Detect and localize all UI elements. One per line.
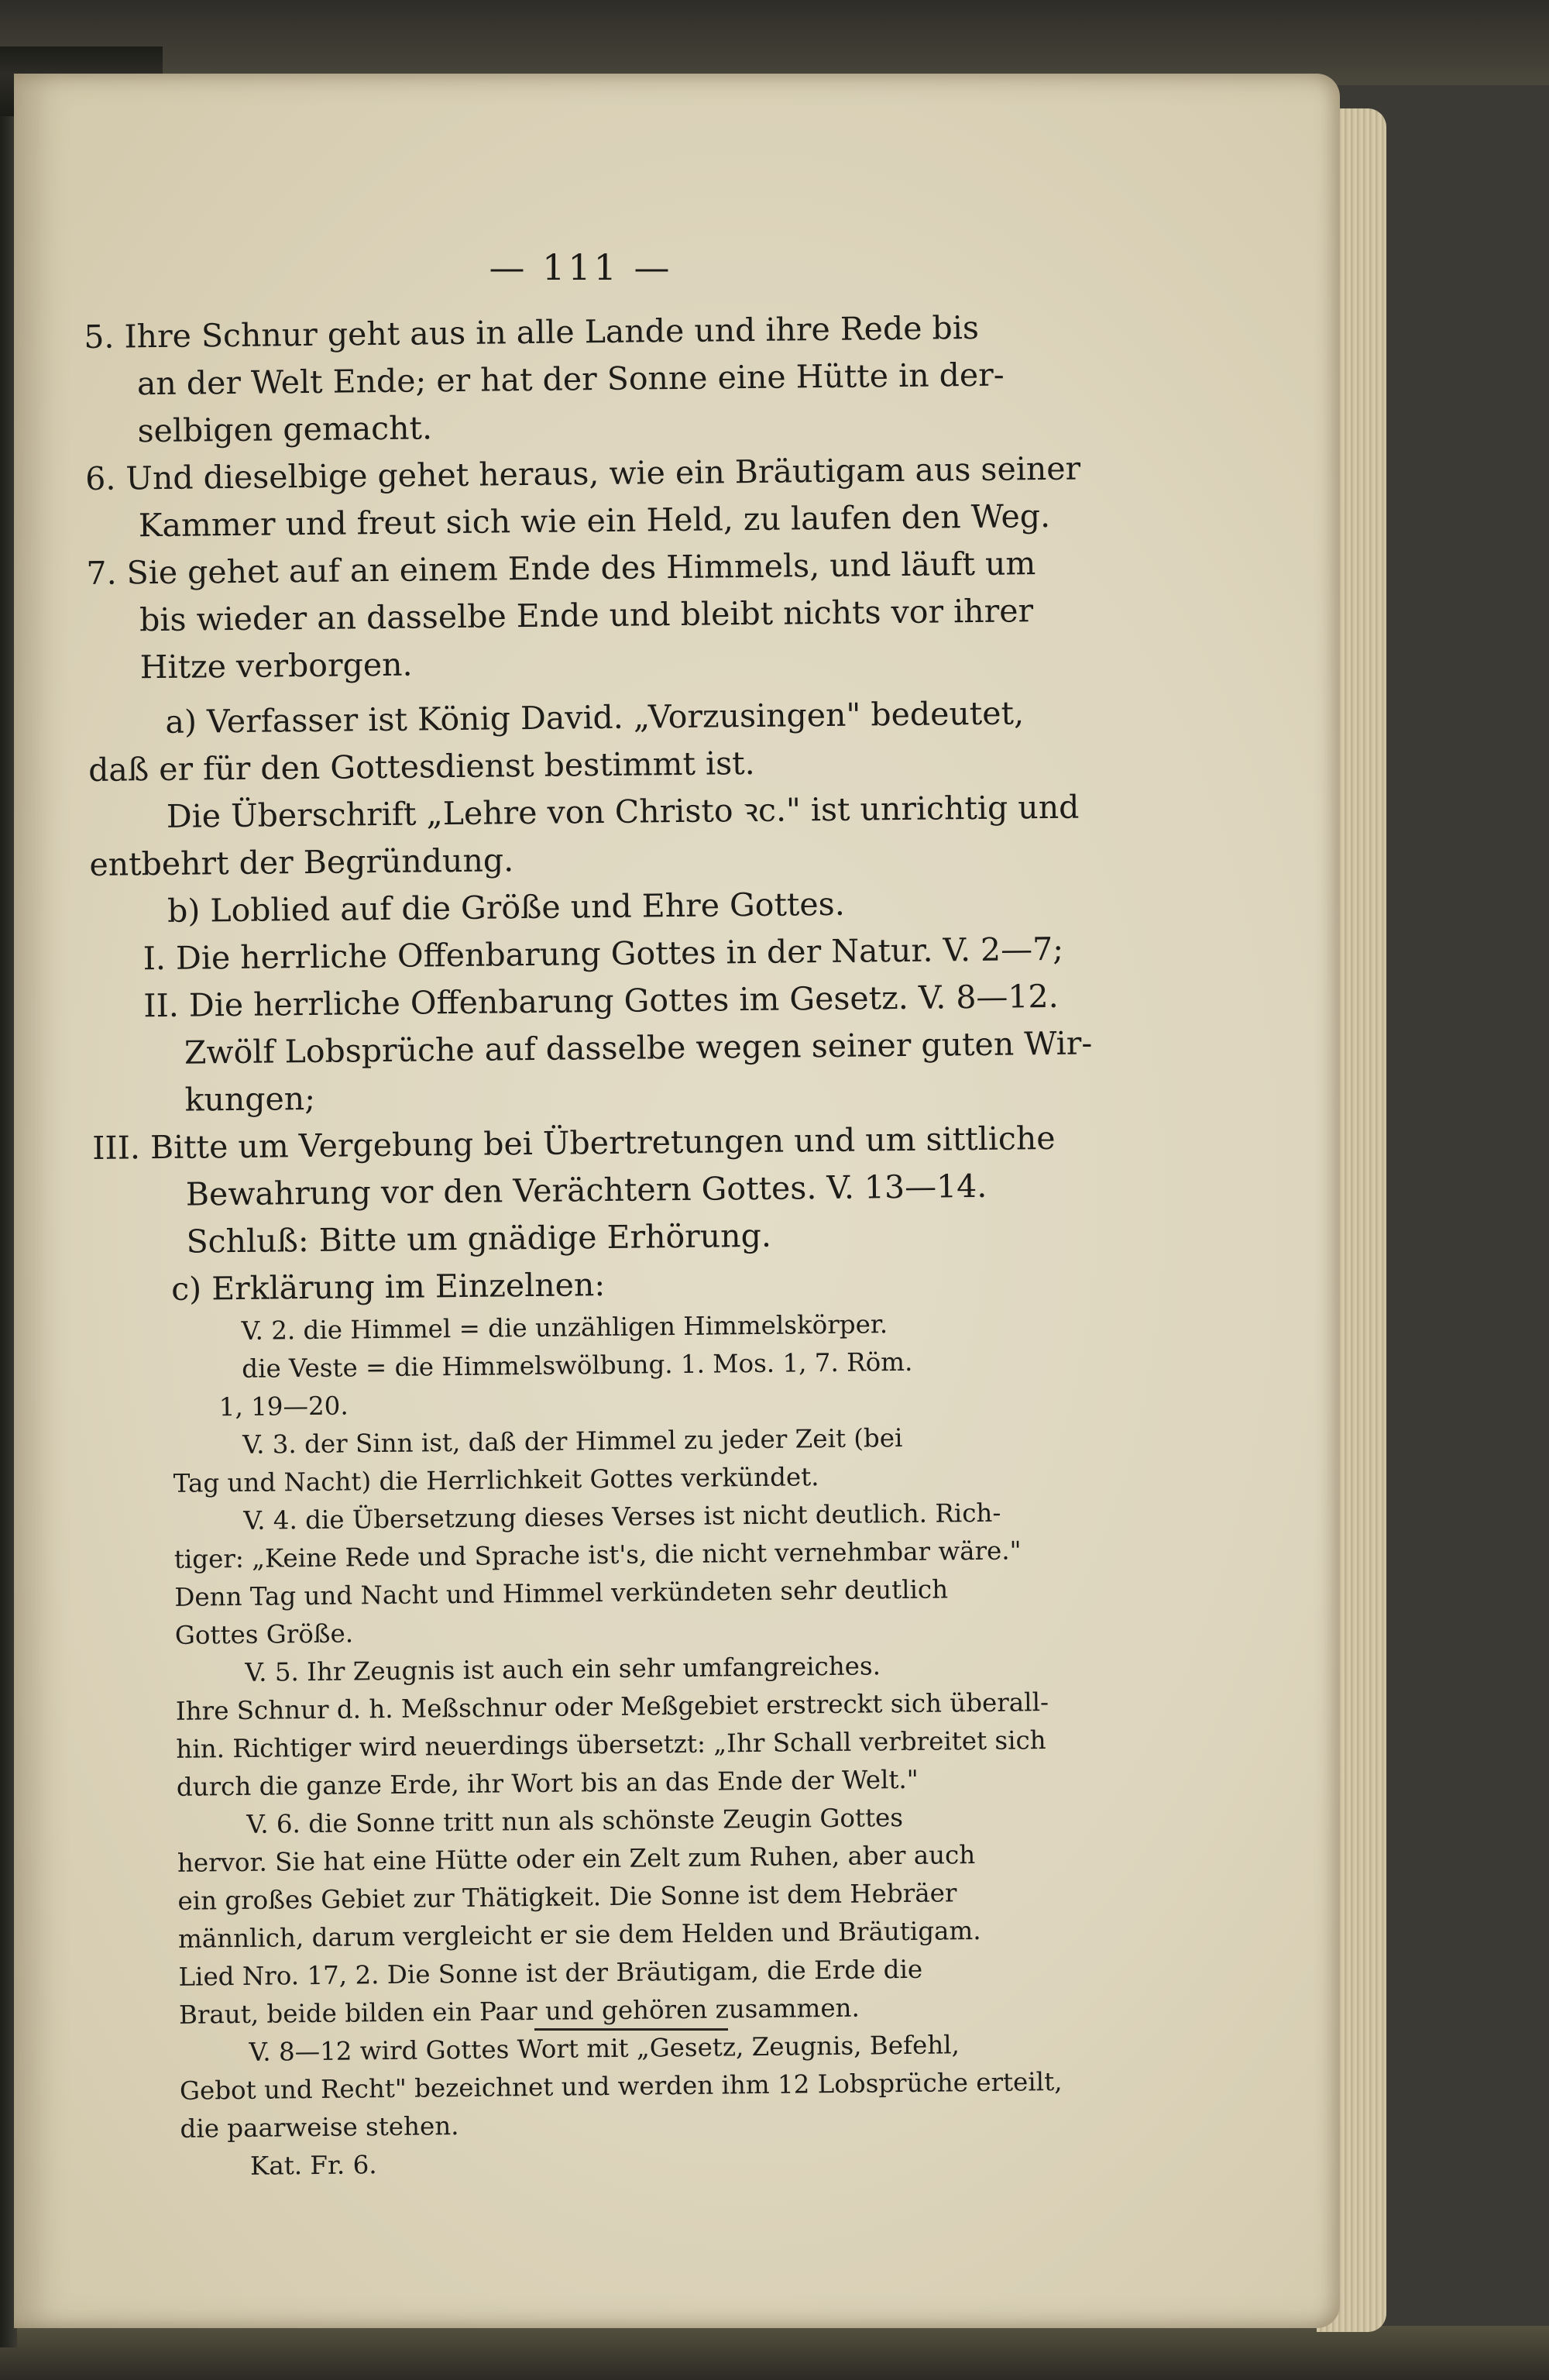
- text-line: Die Überschrift „Lehre von Christo ꝛc." ist unrichtig und: [166, 788, 1080, 835]
- text-line: Kammer und freut sich wie ein Held, zu laufen den Weg.: [138, 497, 1051, 545]
- text-line: entbehrt der Begründung.: [89, 841, 514, 883]
- text-line: Kat. Fr. 6.: [249, 2150, 377, 2181]
- text-line: Gebot und Recht" bezeichnet und werden ihm 12 Lobsprüche erteilt,: [179, 2066, 1063, 2106]
- text-line: II. Die herrliche Offenbarung Gottes im Gesetz. V. 8—12.: [143, 977, 1059, 1025]
- closing-rule: [534, 2028, 728, 2031]
- text-line: V. 3. der Sinn ist, daß der Himmel zu jeder Zeit (bei: [242, 1423, 903, 1460]
- text-line: an der Welt Ende; er hat der Sonne eine Hütte in der-: [136, 356, 1005, 403]
- text-line: I. Die herrliche Offenbarung Gottes in der Natur. V. 2—7;: [143, 930, 1064, 978]
- text-line: Hitze verborgen.: [139, 645, 413, 686]
- book-cover-top: [0, 0, 1549, 85]
- text-line: selbigen gemacht.: [137, 409, 433, 450]
- text-line: kungen;: [184, 1079, 316, 1119]
- text-line: Denn Tag und Nacht und Himmel verkündeten sehr deutlich: [174, 1574, 949, 1612]
- text-line: bis wieder an dasselbe Ende und bleibt nichts vor ihrer: [139, 592, 1034, 639]
- text-line: die Veste = die Himmelswölbung. 1. Mos. 1, 7. Röm.: [242, 1346, 913, 1384]
- text-line: Lied Nro. 17, 2. Die Sonne ist der Bräutigam, die Erde die: [178, 1954, 923, 1992]
- page-text: [84, 302, 1203, 2187]
- text-line: ein großes Gebiet zur Thätigkeit. Die Sonne ist dem Hebräer: [177, 1878, 957, 1916]
- text-line: Ihre Schnur d. h. Meßschnur oder Meßgebiet erstreckt sich überall-: [175, 1687, 1049, 1726]
- text-line: tiger: „Keine Rede und Sprache ist's, die nicht vernehmbar wäre.": [173, 1536, 1022, 1574]
- text-line: V. 6. die Sonne tritt nun als schönste Zeugin Gottes: [246, 1803, 904, 1839]
- text-line: V. 5. Ihr Zeugnis ist auch ein sehr umfangreiches.: [245, 1651, 881, 1687]
- text-line: Zwölf Lobsprüche auf dasselbe wegen seiner guten Wir-: [184, 1024, 1093, 1071]
- text-line: 7. Sie gehet auf an einem Ende des Himmels, und läuft um: [86, 545, 1036, 592]
- text-line: III. Bitte um Vergebung bei Übertretungen und um sittliche: [92, 1119, 1056, 1167]
- text-line: durch die ganze Erde, ihr Wort bis an das Ende der Welt.": [176, 1764, 919, 1802]
- text-line: 5. Ihre Schnur geht aus in alle Lande und ihre Rede bis: [84, 308, 980, 356]
- text-line: daß er für den Gottesdienst bestimmt ist.: [88, 744, 755, 789]
- text-line: Schluß: Bitte um gnädige Erhörung.: [186, 1216, 772, 1261]
- page-number: — 111 —: [489, 246, 673, 288]
- text-line: Gottes Größe.: [174, 1618, 354, 1650]
- book-cover-bottom: [0, 2326, 1549, 2380]
- text-line: hin. Richtiger wird neuerdings übersetzt: „Ihr Schall verbreitet sich: [176, 1725, 1046, 1764]
- text-line: Braut, beide bilden ein Paar und gehören zusammen.: [178, 1993, 860, 2030]
- text-line: c) Erklärung im Einzelnen:: [170, 1266, 606, 1308]
- text-line: männlich, darum vergleicht er sie dem Helden und Bräutigam.: [177, 1915, 981, 1954]
- text-line: 1, 19—20.: [218, 1391, 349, 1422]
- text-line: b) Loblied auf die Größe und Ehre Gottes.: [167, 885, 845, 930]
- text-line: 6. Und dieselbige gehet heraus, wie ein Bräutigam aus seiner: [84, 449, 1081, 497]
- text-line: V. 2. die Himmel = die unzähligen Himmelskörper.: [241, 1309, 888, 1346]
- text-line: die paarweise stehen.: [180, 2111, 459, 2144]
- text-line: a) Verfasser ist König David. „Vorzusingen" bedeutet,: [165, 694, 1025, 741]
- text-line: hervor. Sie hat eine Hütte oder ein Zelt zum Ruhen, aber auch: [177, 1840, 976, 1878]
- text-line: V. 8—12 wird Gottes Wort mit „Gesetz, Zeugnis, Befehl,: [249, 2030, 960, 2067]
- text-line: Bewahrung vor den Verächtern Gottes. V. 13—14.: [185, 1167, 987, 1213]
- text-line: V. 4. die Übersetzung dieses Verses ist nicht deutlich. Rich-: [243, 1498, 1001, 1536]
- text-line: Tag und Nacht) die Herrlichkeit Gottes verkündet.: [173, 1462, 819, 1498]
